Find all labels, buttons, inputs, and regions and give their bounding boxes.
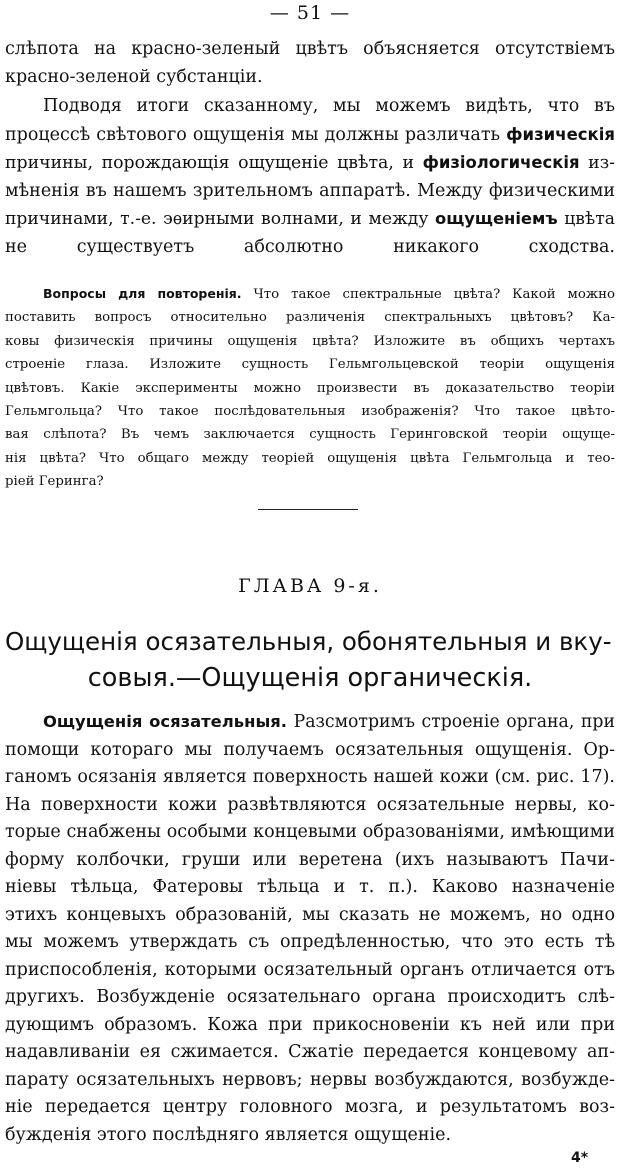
paragraph-tactile [5,708,615,1149]
page-number: — 51 — [269,2,351,24]
question-line: цвѣтовъ. Какіе эксперименты можно произвести въ доказательство теоріи [5,380,615,396]
chapter-title-line: Ощущенія осязательныя, обонятельныя и вку- [5,627,612,656]
question-line: поставить вопросъ относительно различенія спектральныхъ цвѣтовъ? Ка- [5,310,615,326]
text-line: дующимъ образомъ. Кожа при прикосновеніи къ ней или при [5,1014,615,1035]
text-line: помощи котораго мы получаемъ осязательныя ощущенія. Ор- [5,739,615,760]
review-questions [5,282,615,494]
text-line: бужденія этого послѣдняго является ощущеніе. [5,1124,452,1145]
question-line: ковы физическія причины ощущенія цвѣта? Изложите въ общихъ чертахъ [5,333,615,349]
text-fragment: из- [579,153,615,173]
text-line: мѣненія въ нашемъ зрительномъ аппаратѣ. Между физическими [5,180,615,201]
question-line [5,282,615,306]
text-line: красно-зеленой субстанціи. [5,66,263,87]
text-line [5,121,615,150]
text-line: этихъ концевыхъ образованій, мы сказать не можемъ, но одно [5,904,615,925]
question-line: Гельмгольца? Что такое послѣдовательныя изображенія? Что такое цвѣто- [5,404,615,420]
text-line [5,708,615,737]
question-line: строеніе глаза. Изложите сущность Гельмгольцевской теоріи ощущенія [5,357,615,373]
text-fragment: процессѣ свѣтового ощущенія мы должны различать [5,124,507,145]
text-line: форму колбочки, груши или веретена (ихъ называютъ Пачи- [5,849,615,870]
bold-term: ощущеніемъ [435,209,558,228]
text-line: ганомъ осязанія является поверхность нашей кожи (см. рис. 17). [5,767,615,787]
bold-term: физическія [506,124,615,144]
text-line: На поверхности кожи развѣтвляются осязательные нервы, ко- [5,794,615,815]
text-line: надавливаніи ея сжимается. Сжатіе передается концевому ап- [5,1042,615,1062]
text-line: Подводя итоги сказанному, мы можемъ видѣть, что въ [43,96,615,116]
question-line: вая слѣпота? Въ чемъ заключается сущность Геринговской теоріи ощуще- [5,427,615,443]
paragraph-intro [5,36,615,91]
questions-label: Вопросы для повторенія. [43,286,242,301]
section-divider [258,509,358,510]
chapter-heading: ГЛАВА 9-я. [238,575,382,597]
text-line: парату осязательныхъ нервовъ; нервы возбуждаются, возбужде- [5,1069,615,1090]
text-line: ніе передается центру головного мозга, и результатомъ воз- [5,1097,615,1117]
chapter-title-line: совыя.—Ощущенія органическія. [87,663,533,693]
text-line: другихъ. Возбужденіе осязательнаго органа происходитъ слѣ- [5,987,615,1007]
section-lead: Ощущенія осязательныя. [43,712,287,731]
bold-term: физіологическія [422,153,580,172]
question-line: ріей Геринга? [5,474,104,490]
paragraph-summary [5,93,615,261]
chapter-title [5,624,615,696]
text-fragment: Разсмотримъ строеніе органа, при [287,712,615,732]
text-line: мы можемъ утверждать съ опредѣленностью, что это есть тѣ [5,932,615,952]
signature-mark: 4* [571,1150,589,1166]
text-line: приспособленія, которыми осязательный органъ отличается отъ [5,959,615,980]
text-fragment: причинами, т.-е. эѳирными волнами, и между [5,209,436,229]
text-fragment: Что такое спектральные цвѣта? Какой можно [241,287,615,302]
text-fragment: цвѣта [557,209,615,229]
text-fragment: причины, порождающія ощущеніе цвѣта, и [5,153,423,173]
text-line: слѣпота на красно-зеленый цвѣтъ объясняется отсутствіемъ [5,39,615,59]
text-line [5,205,615,234]
text-line: не существуетъ абсолютно никакого сходства. [5,236,615,257]
text-line: ніевы тѣльца, Фатеровы тѣльца и т. п.). Каково назначеніе [5,877,615,897]
text-line: торые снабжены особыми концевыми образованіями, имѣющими [5,822,615,842]
text-line [5,149,615,178]
question-line: нія цвѣта? Что общаго между теоріей ощущенія цвѣта Гельмгольца и тео- [5,450,615,466]
